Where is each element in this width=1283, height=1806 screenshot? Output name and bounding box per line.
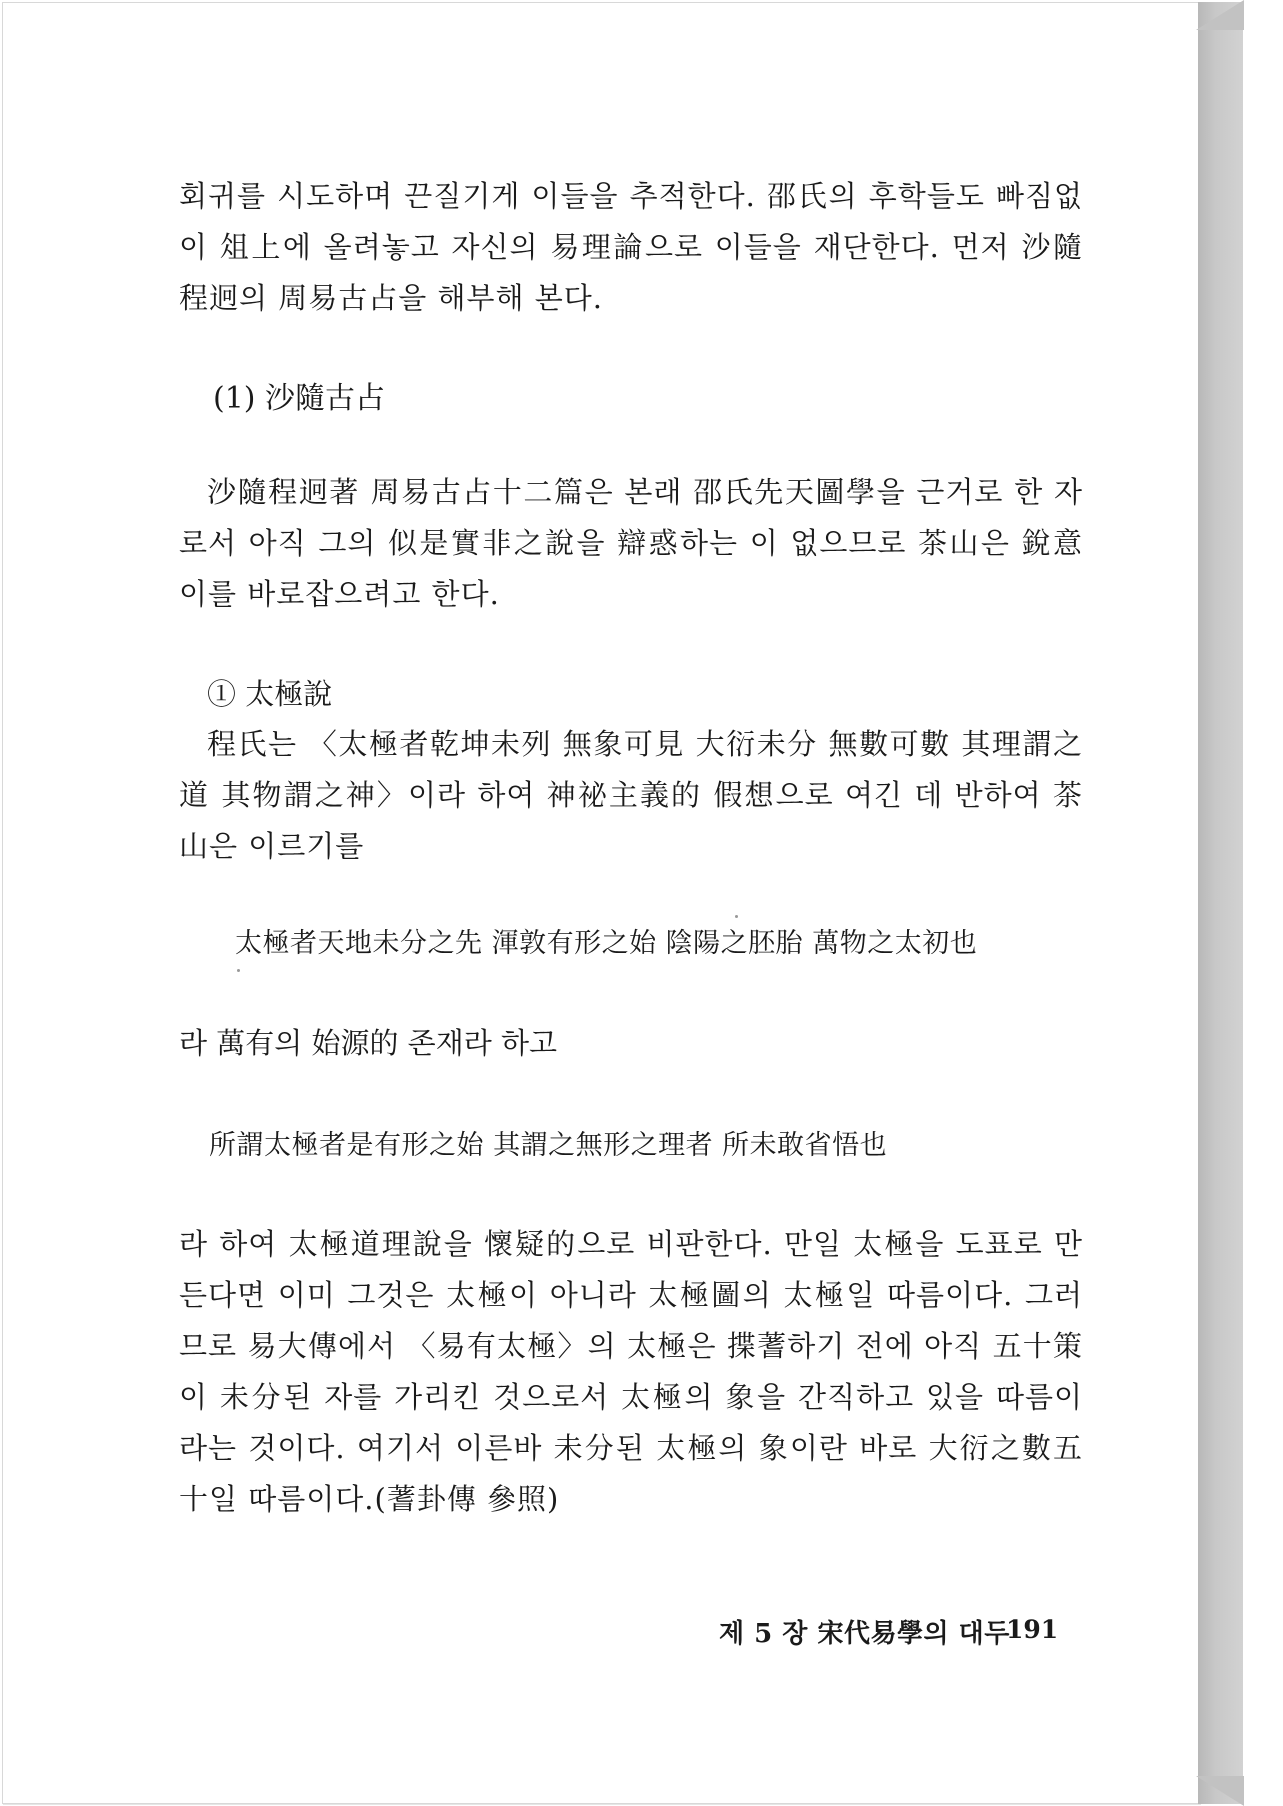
block-quote-1: 太極者天地未分之先 渾敦有形之始 陰陽之胚胎 萬物之太初也 bbox=[235, 928, 978, 959]
paragraph-1 bbox=[179, 171, 1083, 324]
book-page bbox=[2, 2, 1200, 1804]
paragraph-5 bbox=[179, 1219, 1083, 1525]
scan-speck bbox=[237, 969, 240, 972]
scan-speck bbox=[735, 915, 738, 918]
paragraph-2 bbox=[179, 467, 1083, 620]
subheading: ① 太極說 bbox=[207, 677, 333, 711]
page-edge bbox=[1198, 2, 1243, 1804]
page-number: 191 bbox=[1006, 1615, 1059, 1644]
section-heading: (1) 沙隨古占 bbox=[213, 381, 386, 416]
running-footer-chapter: 제 5 장 宋代易學의 대두 bbox=[719, 1619, 1010, 1649]
paragraph-4: 라 萬有의 始源的 존재라 하고 bbox=[179, 1026, 557, 1060]
paragraph-3 bbox=[179, 719, 1083, 872]
page-edge-bottom bbox=[1196, 1776, 1244, 1806]
paragraph-2-text: 沙隨程迥著 周易古占十二篇은 본래 邵氏先天圖學을 근거로 한 자로서 아직 그의 似是實非之說을 辯惑하는 이 없으므로 茶山은 銳意 이를 바로잡으려고 한다. bbox=[179, 475, 1083, 611]
block-quote-2: 所謂太極者是有形之始 其謂之無形之理者 所未敢省悟也 bbox=[209, 1130, 888, 1161]
paragraph-5-text: 라 하여 太極道理說을 懷疑的으로 비판한다. 만일 太極을 도표로 만든다면 이미 그것은 太極이 아니라 太極圖의 太極일 따름이다. 그러므로 易大傳에서 〈易有太極〉의 太極은 揲蓍하기 전에 아직 五十策이 未分된 자를 가리킨 것으로서 太極의 象을 간직하고 있을 따름이라는 것이다. 여기서 이른바 未分된 太極의 象이란 바로 大衍之數五十일 따름이다.(蓍卦傳 參照) bbox=[179, 1227, 1083, 1516]
page-edge-top bbox=[1196, 0, 1244, 30]
paragraph-3-text: 程氏는 〈太極者乾坤未列 無象可見 大衍未分 無數可數 其理謂之道 其物謂之神〉이라 하여 神祕主義的 假想으로 여긴 데 반하여 茶山은 이르기를 bbox=[179, 727, 1083, 863]
paragraph-1-text: 회귀를 시도하며 끈질기게 이들을 추적한다. 邵氏의 후학들도 빠짐없이 俎上에 올려놓고 자신의 易理論으로 이들을 재단한다. 먼저 沙隨程迥의 周易古占을 해부해 본다. bbox=[179, 179, 1083, 315]
